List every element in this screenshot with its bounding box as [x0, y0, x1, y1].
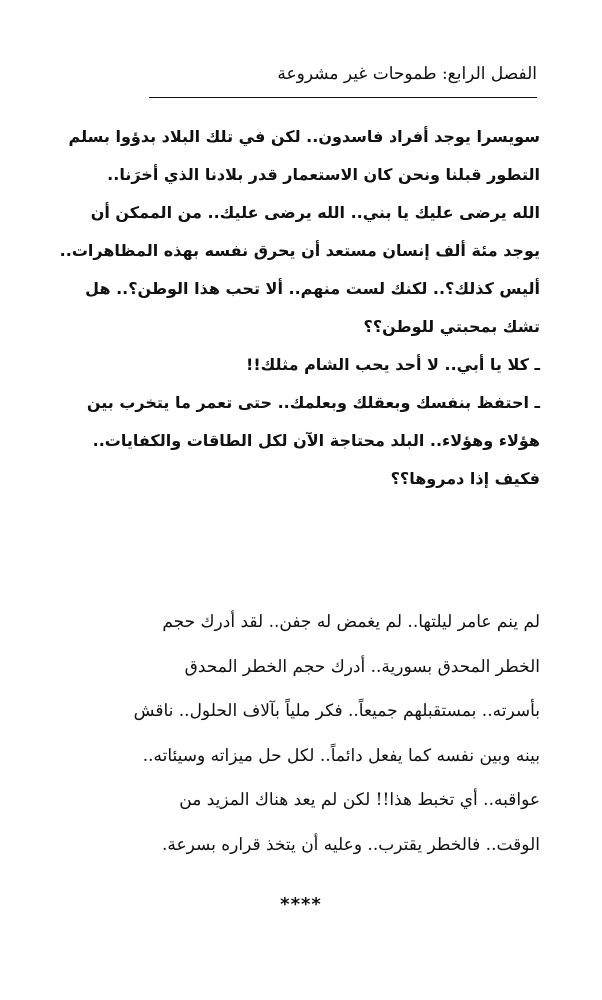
dialogue-line: الله يرضى عليك يا بني.. الله يرضى عليك.. من الممكن أن [90, 203, 540, 222]
dialogue-line: هؤلاء وهؤلاء.. البلد محتاجة الآن لكل الطاقات والكفايات.. [92, 431, 540, 450]
dialogue-line: ـ احتفظ بنفسك وبعقلك وبعلمك.. حتى تعمر ما يتخرب بين [86, 393, 540, 412]
dialogue-line: تشك بمحبتي للوطن؟؟ [363, 317, 540, 336]
narration-line: لم ينم عامر ليلتها.. لم يغمض له جفن.. لقد أدرك حجم [162, 612, 540, 632]
dialogue-line: التطور قبلنا ونحن كان الاستعمار قدر بلادنا الذي أخرَنا.. [107, 165, 540, 184]
header-rule [149, 97, 537, 98]
dialogue-line: يوجد مئة ألف إنسان مستعد أن يحرق نفسه بهذه المظاهرات.. [59, 241, 540, 260]
chapter-title: الفصل الرابع: طموحات غير مشروعة [277, 64, 537, 84]
dialogue-line: سويسرا يوجد أفراد فاسدون.. لكن في تلك البلاد بدؤوا بسلم [68, 127, 540, 146]
narration-line: بينه وبين نفسه كما يفعل دائماً.. لكل حل ميزاته وسيئاته.. [142, 745, 540, 766]
narration-block [52, 600, 540, 867]
dialogue-line: ـ كلا يا أبي.. لا أحد يحب الشام مثلك!! [246, 355, 540, 374]
section-separator: **** [280, 894, 322, 915]
dialogue-line: أليس كذلك؟.. لكنك لست منهم.. ألا تحب هذا الوطن؟.. هل [85, 279, 540, 298]
narration-line: عواقبه.. أي تخبط هذا!! لكن لم يعد هناك المزيد من [179, 790, 540, 810]
dialogue-line: فكيف إذا دمروها؟؟ [390, 469, 540, 488]
dialogue-block [52, 118, 540, 498]
narration-line: الخطر المحدق بسورية.. أدرك حجم الخطر المحدق [184, 656, 540, 677]
page-header [60, 62, 537, 102]
narration-line: بأسرته.. بمستقبلهم جميعاً.. فكر ملياً بآلاف الحلول.. ناقش [133, 701, 540, 721]
narration-line: الوقت.. فالخطر يقترب.. وعليه أن يتخذ قراره بسرعة. [161, 834, 540, 855]
